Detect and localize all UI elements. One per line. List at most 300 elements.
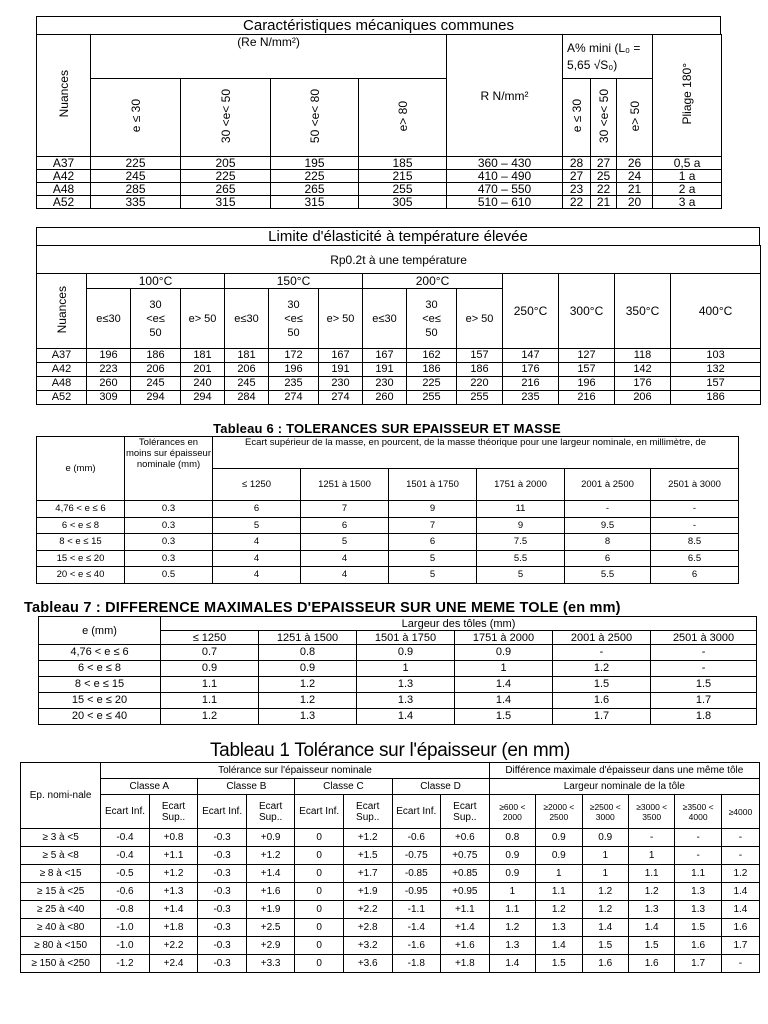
- width-header: ≥2000 < 2500: [536, 795, 582, 829]
- table-cell: 8: [565, 534, 651, 551]
- re-header: (Re N/mm²): [91, 35, 447, 79]
- table-cell: 1.2: [721, 865, 759, 883]
- mechanical-characteristics-section: [36, 16, 721, 209]
- table-cell: 1.4: [536, 937, 582, 955]
- table-cell: 220: [457, 377, 503, 391]
- table-cell: 0.9: [161, 661, 259, 677]
- class-header: Classe B: [198, 779, 295, 795]
- tableau-1-title: Tableau 1 Tolérance sur l'épaisseur (en mm): [209, 740, 570, 761]
- table-cell: +0.6: [441, 829, 490, 847]
- ecart-header: Ecart supérieur de la masse, en pourcent, de la masse théorique pour une largeur nominale, en millimètre, de: [213, 437, 739, 469]
- table-cell: +1.1: [441, 901, 490, 919]
- ecart-sup-header: Ecart Sup..: [441, 795, 490, 829]
- width-header: 2001 à 2500: [565, 469, 651, 501]
- table-cell: -0.95: [392, 883, 441, 901]
- table-cell: 157: [671, 377, 761, 391]
- table-cell: +1.7: [343, 865, 392, 883]
- table-row: [37, 550, 739, 567]
- table-cell: 205: [181, 157, 271, 170]
- table-cell: 1.7: [651, 693, 757, 709]
- table-cell: 510 – 610: [447, 196, 563, 209]
- table-cell: 186: [671, 391, 761, 405]
- table-row: [37, 391, 761, 405]
- row-label: 15 < e ≤ 20: [39, 693, 161, 709]
- table-cell: 9: [389, 501, 477, 518]
- table-cell: +0.75: [441, 847, 490, 865]
- table-cell: -: [651, 661, 757, 677]
- temp-200-header: 200°C: [363, 274, 503, 289]
- table-cell: 1.3: [675, 883, 721, 901]
- table-cell: 1.3: [357, 677, 455, 693]
- table-cell: +0.85: [441, 865, 490, 883]
- table-cell: -: [565, 501, 651, 518]
- table-cell: 0.9: [357, 645, 455, 661]
- table-cell: -0.75: [392, 847, 441, 865]
- table-cell: -1.1: [392, 901, 441, 919]
- ecart-inf-header: Ecart Inf.: [198, 795, 247, 829]
- table-cell: +1.9: [246, 901, 295, 919]
- width-header: ≤ 1250: [213, 469, 301, 501]
- table-cell: 5: [301, 534, 389, 551]
- table-cell: 0.3: [125, 517, 213, 534]
- table-cell: +0.8: [149, 829, 198, 847]
- table-cell: 315: [271, 196, 359, 209]
- table-cell: 1.1: [628, 865, 674, 883]
- table-cell: 185: [359, 157, 447, 170]
- table-cell: 1.5: [536, 955, 582, 973]
- row-label: 4,76 < e ≤ 6: [39, 645, 161, 661]
- table-cell: -0.3: [198, 901, 247, 919]
- table-cell: 216: [559, 391, 615, 405]
- re-col-4: e> 80: [359, 79, 447, 157]
- table-cell: 1.2: [536, 901, 582, 919]
- table-cell: 167: [319, 349, 363, 363]
- table-cell: 142: [615, 363, 671, 377]
- width-header: 1751 à 2000: [477, 469, 565, 501]
- table-cell: +1.2: [246, 847, 295, 865]
- table-cell: 1: [582, 847, 628, 865]
- table-cell: 206: [225, 363, 269, 377]
- table-cell: 167: [363, 349, 407, 363]
- table-cell: +3.2: [343, 937, 392, 955]
- table-cell: 191: [363, 363, 407, 377]
- table-cell: 1.2: [582, 901, 628, 919]
- tableau-6-section: [36, 421, 738, 584]
- table-cell: -: [651, 501, 739, 518]
- table-cell: 1.3: [536, 919, 582, 937]
- table-cell: 0.3: [125, 501, 213, 518]
- table-cell: 1.4: [455, 677, 553, 693]
- table-cell: 1.6: [628, 955, 674, 973]
- table-cell: 1.6: [721, 919, 759, 937]
- table-cell: 255: [407, 391, 457, 405]
- table-cell: 255: [457, 391, 503, 405]
- table-cell: 2 a: [653, 183, 722, 196]
- table-cell: 1.5: [582, 937, 628, 955]
- table-cell: +1.2: [149, 865, 198, 883]
- table-cell: +1.8: [441, 955, 490, 973]
- table-cell: 0: [295, 883, 344, 901]
- table-cell: 0.9: [582, 829, 628, 847]
- table-cell: +1.5: [343, 847, 392, 865]
- table-cell: 1.8: [651, 709, 757, 725]
- table-cell: 215: [359, 170, 447, 183]
- tableau-1-section: [20, 740, 760, 973]
- ecart-inf-header: Ecart Inf.: [101, 795, 150, 829]
- tableau-7-section: [24, 600, 768, 725]
- row-label: ≥ 25 à <40: [21, 901, 101, 919]
- table-cell: -0.3: [198, 937, 247, 955]
- table-cell: 1.1: [489, 901, 535, 919]
- table-cell: 5.5: [477, 550, 565, 567]
- table-cell: 172: [269, 349, 319, 363]
- table-cell: 186: [457, 363, 503, 377]
- sub-col-header: e≤30: [87, 289, 131, 349]
- table-cell: 11: [477, 501, 565, 518]
- largeur-header: Largeur nominale de la tôle: [489, 779, 759, 795]
- table-cell: 1.7: [675, 955, 721, 973]
- table-cell: 0.9: [259, 661, 357, 677]
- table-cell: -: [675, 829, 721, 847]
- table-cell: 1.2: [489, 919, 535, 937]
- row-label: ≥ 80 à <150: [21, 937, 101, 955]
- table-cell: 5: [213, 517, 301, 534]
- table-cell: 8.5: [651, 534, 739, 551]
- table-cell: 225: [91, 157, 181, 170]
- table-cell: 1.1: [675, 865, 721, 883]
- class-header: Classe C: [295, 779, 392, 795]
- table-cell: 235: [503, 391, 559, 405]
- ecart-inf-header: Ecart Inf.: [295, 795, 344, 829]
- sub-col-header: e≤30: [363, 289, 407, 349]
- table-cell: 0.9: [536, 829, 582, 847]
- table-cell: 26: [617, 157, 653, 170]
- row-label: ≥ 15 à <25: [21, 883, 101, 901]
- table-cell: +1.6: [246, 883, 295, 901]
- table-cell: 6: [389, 534, 477, 551]
- class-header: Classe A: [101, 779, 198, 795]
- row-label: A52: [37, 391, 87, 405]
- sub-col-header: 30 <e≤ 50: [269, 289, 319, 349]
- ep-header: Ep. nomi-nale: [21, 763, 101, 829]
- table-cell: 360 – 430: [447, 157, 563, 170]
- row-label: ≥ 8 à <15: [21, 865, 101, 883]
- row-label: A52: [37, 196, 91, 209]
- table-cell: 21: [591, 196, 617, 209]
- sub-col-header: e> 50: [319, 289, 363, 349]
- table-row: [37, 363, 761, 377]
- width-header: 2501 à 3000: [651, 631, 757, 645]
- row-label: A37: [37, 157, 91, 170]
- table-cell: 1: [536, 865, 582, 883]
- table-cell: 21: [617, 183, 653, 196]
- table-cell: 6.5: [651, 550, 739, 567]
- width-header: ≥3000 < 3500: [628, 795, 674, 829]
- table-cell: 245: [225, 377, 269, 391]
- table-row: [21, 955, 760, 973]
- table-cell: 1.2: [259, 693, 357, 709]
- table-cell: -0.3: [198, 883, 247, 901]
- table-row: [37, 157, 722, 170]
- table-cell: 1.4: [357, 709, 455, 725]
- width-header: ≥600 < 2000: [489, 795, 535, 829]
- table-cell: 4: [213, 550, 301, 567]
- tableau-7-title: Tableau 7 : DIFFERENCE MAXIMALES D'EPAISSEUR SUR UNE MEME TOLE (en mm): [24, 600, 621, 616]
- table-cell: 0,5 a: [653, 157, 722, 170]
- sub-col-header: e> 50: [457, 289, 503, 349]
- table-cell: 25: [591, 170, 617, 183]
- table-cell: 1 a: [653, 170, 722, 183]
- table-cell: 1.6: [675, 937, 721, 955]
- table-cell: 285: [91, 183, 181, 196]
- table-cell: 274: [319, 391, 363, 405]
- table-cell: 24: [617, 170, 653, 183]
- table-cell: 1: [582, 865, 628, 883]
- a-header: A% mini (L₀ = 5,65 √S₀): [563, 35, 653, 79]
- table-cell: 22: [563, 196, 591, 209]
- table-row: [37, 196, 722, 209]
- table-cell: 9.5: [565, 517, 651, 534]
- pliage-header: Pliage 180°: [653, 35, 722, 157]
- table-cell: 0.9: [489, 847, 535, 865]
- row-label: A48: [37, 183, 91, 196]
- mechanical-characteristics-table: [36, 34, 722, 209]
- tableau-6-table: [36, 436, 739, 584]
- table1-title: Caractéristiques mécaniques communes: [36, 16, 721, 34]
- table-cell: 0.9: [489, 865, 535, 883]
- table-cell: 274: [269, 391, 319, 405]
- temp-350-header: 350°C: [615, 274, 671, 349]
- table-cell: 191: [319, 363, 363, 377]
- table-cell: 230: [319, 377, 363, 391]
- width-header: ≥2500 < 3000: [582, 795, 628, 829]
- table-cell: 235: [269, 377, 319, 391]
- table-cell: 23: [563, 183, 591, 196]
- table-cell: 1: [628, 847, 674, 865]
- table-cell: 309: [87, 391, 131, 405]
- table-cell: 6: [301, 517, 389, 534]
- table-row: [39, 645, 757, 661]
- table-cell: 6: [213, 501, 301, 518]
- table-cell: 0: [295, 847, 344, 865]
- table-cell: 28: [563, 157, 591, 170]
- table-cell: 225: [181, 170, 271, 183]
- table-cell: 0.9: [536, 847, 582, 865]
- table-cell: 206: [615, 391, 671, 405]
- table-cell: -: [651, 645, 757, 661]
- row-label: ≥ 150 à <250: [21, 955, 101, 973]
- row-label: 6 < e ≤ 8: [37, 517, 125, 534]
- table-cell: 223: [87, 363, 131, 377]
- table-cell: 27: [563, 170, 591, 183]
- table-cell: 1.4: [582, 919, 628, 937]
- largeur-header: Largeur des tôles (mm): [161, 617, 757, 631]
- table-row: [37, 567, 739, 584]
- table-cell: +1.3: [149, 883, 198, 901]
- e-header: e (mm): [39, 617, 161, 645]
- row-label: 15 < e ≤ 20: [37, 550, 125, 567]
- table-row: [21, 829, 760, 847]
- table-cell: -1.0: [101, 937, 150, 955]
- table-cell: +1.4: [441, 919, 490, 937]
- table-cell: 1.3: [357, 693, 455, 709]
- r-header: R N/mm²: [447, 35, 563, 157]
- table-cell: 1.2: [161, 709, 259, 725]
- table-cell: +1.2: [343, 829, 392, 847]
- table-cell: -1.4: [392, 919, 441, 937]
- e-header: e (mm): [37, 437, 125, 501]
- row-label: 8 < e ≤ 15: [37, 534, 125, 551]
- table-cell: 1.1: [161, 693, 259, 709]
- table-cell: 186: [131, 349, 181, 363]
- table-cell: 157: [559, 363, 615, 377]
- table-cell: 1.4: [721, 901, 759, 919]
- table-cell: 6: [651, 567, 739, 584]
- table-cell: 1.3: [675, 901, 721, 919]
- table-row: [39, 693, 757, 709]
- table-row: [21, 937, 760, 955]
- row-label: A42: [37, 170, 91, 183]
- re-col-3: 50 <e< 80: [271, 79, 359, 157]
- table-cell: 1.7: [721, 937, 759, 955]
- table2-subtitle: Rp0.2t à une température: [37, 246, 761, 274]
- table-row: [39, 709, 757, 725]
- table-cell: 0.7: [161, 645, 259, 661]
- table-row: [37, 501, 739, 518]
- table-cell: 0: [295, 937, 344, 955]
- table-cell: 0.9: [455, 645, 553, 661]
- row-label: A48: [37, 377, 87, 391]
- table-cell: +1.6: [441, 937, 490, 955]
- table-cell: +3.6: [343, 955, 392, 973]
- table-cell: 225: [271, 170, 359, 183]
- table-cell: 196: [87, 349, 131, 363]
- table-cell: 6: [565, 550, 651, 567]
- tolerance-header: Tolérances en moins sur épaisseur nominale (mm): [125, 437, 213, 501]
- table-cell: 157: [457, 349, 503, 363]
- table-cell: 0.3: [125, 550, 213, 567]
- table-cell: -: [721, 955, 759, 973]
- table-cell: 1.4: [628, 919, 674, 937]
- a-col-2: 30 <e< 50: [591, 79, 617, 157]
- table-cell: +0.95: [441, 883, 490, 901]
- table-cell: 4: [301, 567, 389, 584]
- table-cell: 147: [503, 349, 559, 363]
- table-cell: +2.9: [246, 937, 295, 955]
- table-cell: 5: [389, 567, 477, 584]
- table-cell: -0.4: [101, 847, 150, 865]
- table-cell: 260: [363, 391, 407, 405]
- table-cell: -0.85: [392, 865, 441, 883]
- table-cell: 284: [225, 391, 269, 405]
- width-header: ≥3500 < 4000: [675, 795, 721, 829]
- table-cell: +3.3: [246, 955, 295, 973]
- table-cell: 5.5: [565, 567, 651, 584]
- table-cell: 196: [559, 377, 615, 391]
- table-cell: 1.3: [489, 937, 535, 955]
- table-cell: -0.3: [198, 865, 247, 883]
- table-row: [21, 847, 760, 865]
- row-label: 20 < e ≤ 40: [37, 567, 125, 584]
- table-cell: -0.6: [392, 829, 441, 847]
- table-cell: 240: [181, 377, 225, 391]
- table-cell: 1.2: [553, 661, 651, 677]
- table-cell: 260: [87, 377, 131, 391]
- row-label: 20 < e ≤ 40: [39, 709, 161, 725]
- table-cell: 0: [295, 901, 344, 919]
- table-cell: +0.9: [246, 829, 295, 847]
- table-cell: 196: [269, 363, 319, 377]
- table-cell: 9: [477, 517, 565, 534]
- table-cell: 1.3: [259, 709, 357, 725]
- table-row: [37, 183, 722, 196]
- table-cell: 181: [181, 349, 225, 363]
- table-cell: 103: [671, 349, 761, 363]
- width-header: 2001 à 2500: [553, 631, 651, 645]
- table-cell: +1.9: [343, 883, 392, 901]
- table-cell: 1.5: [553, 677, 651, 693]
- table-cell: -: [675, 847, 721, 865]
- table-cell: -0.5: [101, 865, 150, 883]
- table-cell: 0.3: [125, 534, 213, 551]
- table-row: [21, 865, 760, 883]
- width-header: ≥4000: [721, 795, 759, 829]
- sub-col-header: e≤30: [225, 289, 269, 349]
- table-cell: -: [651, 517, 739, 534]
- table-cell: 206: [131, 363, 181, 377]
- table-cell: 255: [359, 183, 447, 196]
- table-cell: 22: [591, 183, 617, 196]
- table-cell: 186: [407, 363, 457, 377]
- table-cell: 294: [131, 391, 181, 405]
- table-cell: 1.1: [536, 883, 582, 901]
- table-cell: 176: [615, 377, 671, 391]
- table-cell: 1.6: [582, 955, 628, 973]
- table-cell: -0.3: [198, 847, 247, 865]
- ecart-sup-header: Ecart Sup..: [149, 795, 198, 829]
- table-cell: 0: [295, 955, 344, 973]
- table-cell: 0: [295, 865, 344, 883]
- table-cell: -0.3: [198, 829, 247, 847]
- table-row: [21, 919, 760, 937]
- temp-150-header: 150°C: [225, 274, 363, 289]
- table-cell: 201: [181, 363, 225, 377]
- ecart-sup-header: Ecart Sup..: [343, 795, 392, 829]
- table-cell: 162: [407, 349, 457, 363]
- table-cell: +2.2: [343, 901, 392, 919]
- table-cell: -0.8: [101, 901, 150, 919]
- yield-strength-table: [36, 245, 761, 405]
- table-row: [37, 517, 739, 534]
- temp-400-header: 400°C: [671, 274, 761, 349]
- table-cell: 315: [181, 196, 271, 209]
- row-label: 4,76 < e ≤ 6: [37, 501, 125, 518]
- class-header: Classe D: [392, 779, 489, 795]
- table-cell: 195: [271, 157, 359, 170]
- nuances-header: Nuances: [37, 274, 87, 349]
- width-header: 2501 à 3000: [651, 469, 739, 501]
- table-cell: 1: [489, 883, 535, 901]
- table-cell: 0: [295, 919, 344, 937]
- temp-100-header: 100°C: [87, 274, 225, 289]
- table-cell: 1.4: [489, 955, 535, 973]
- table-cell: +1.8: [149, 919, 198, 937]
- sub-col-header: 30 <e≤ 50: [407, 289, 457, 349]
- table-cell: 118: [615, 349, 671, 363]
- table-cell: 7: [301, 501, 389, 518]
- table2-title: Limite d'élasticité à température élevée: [36, 227, 760, 245]
- tableau-7-table: [38, 616, 757, 725]
